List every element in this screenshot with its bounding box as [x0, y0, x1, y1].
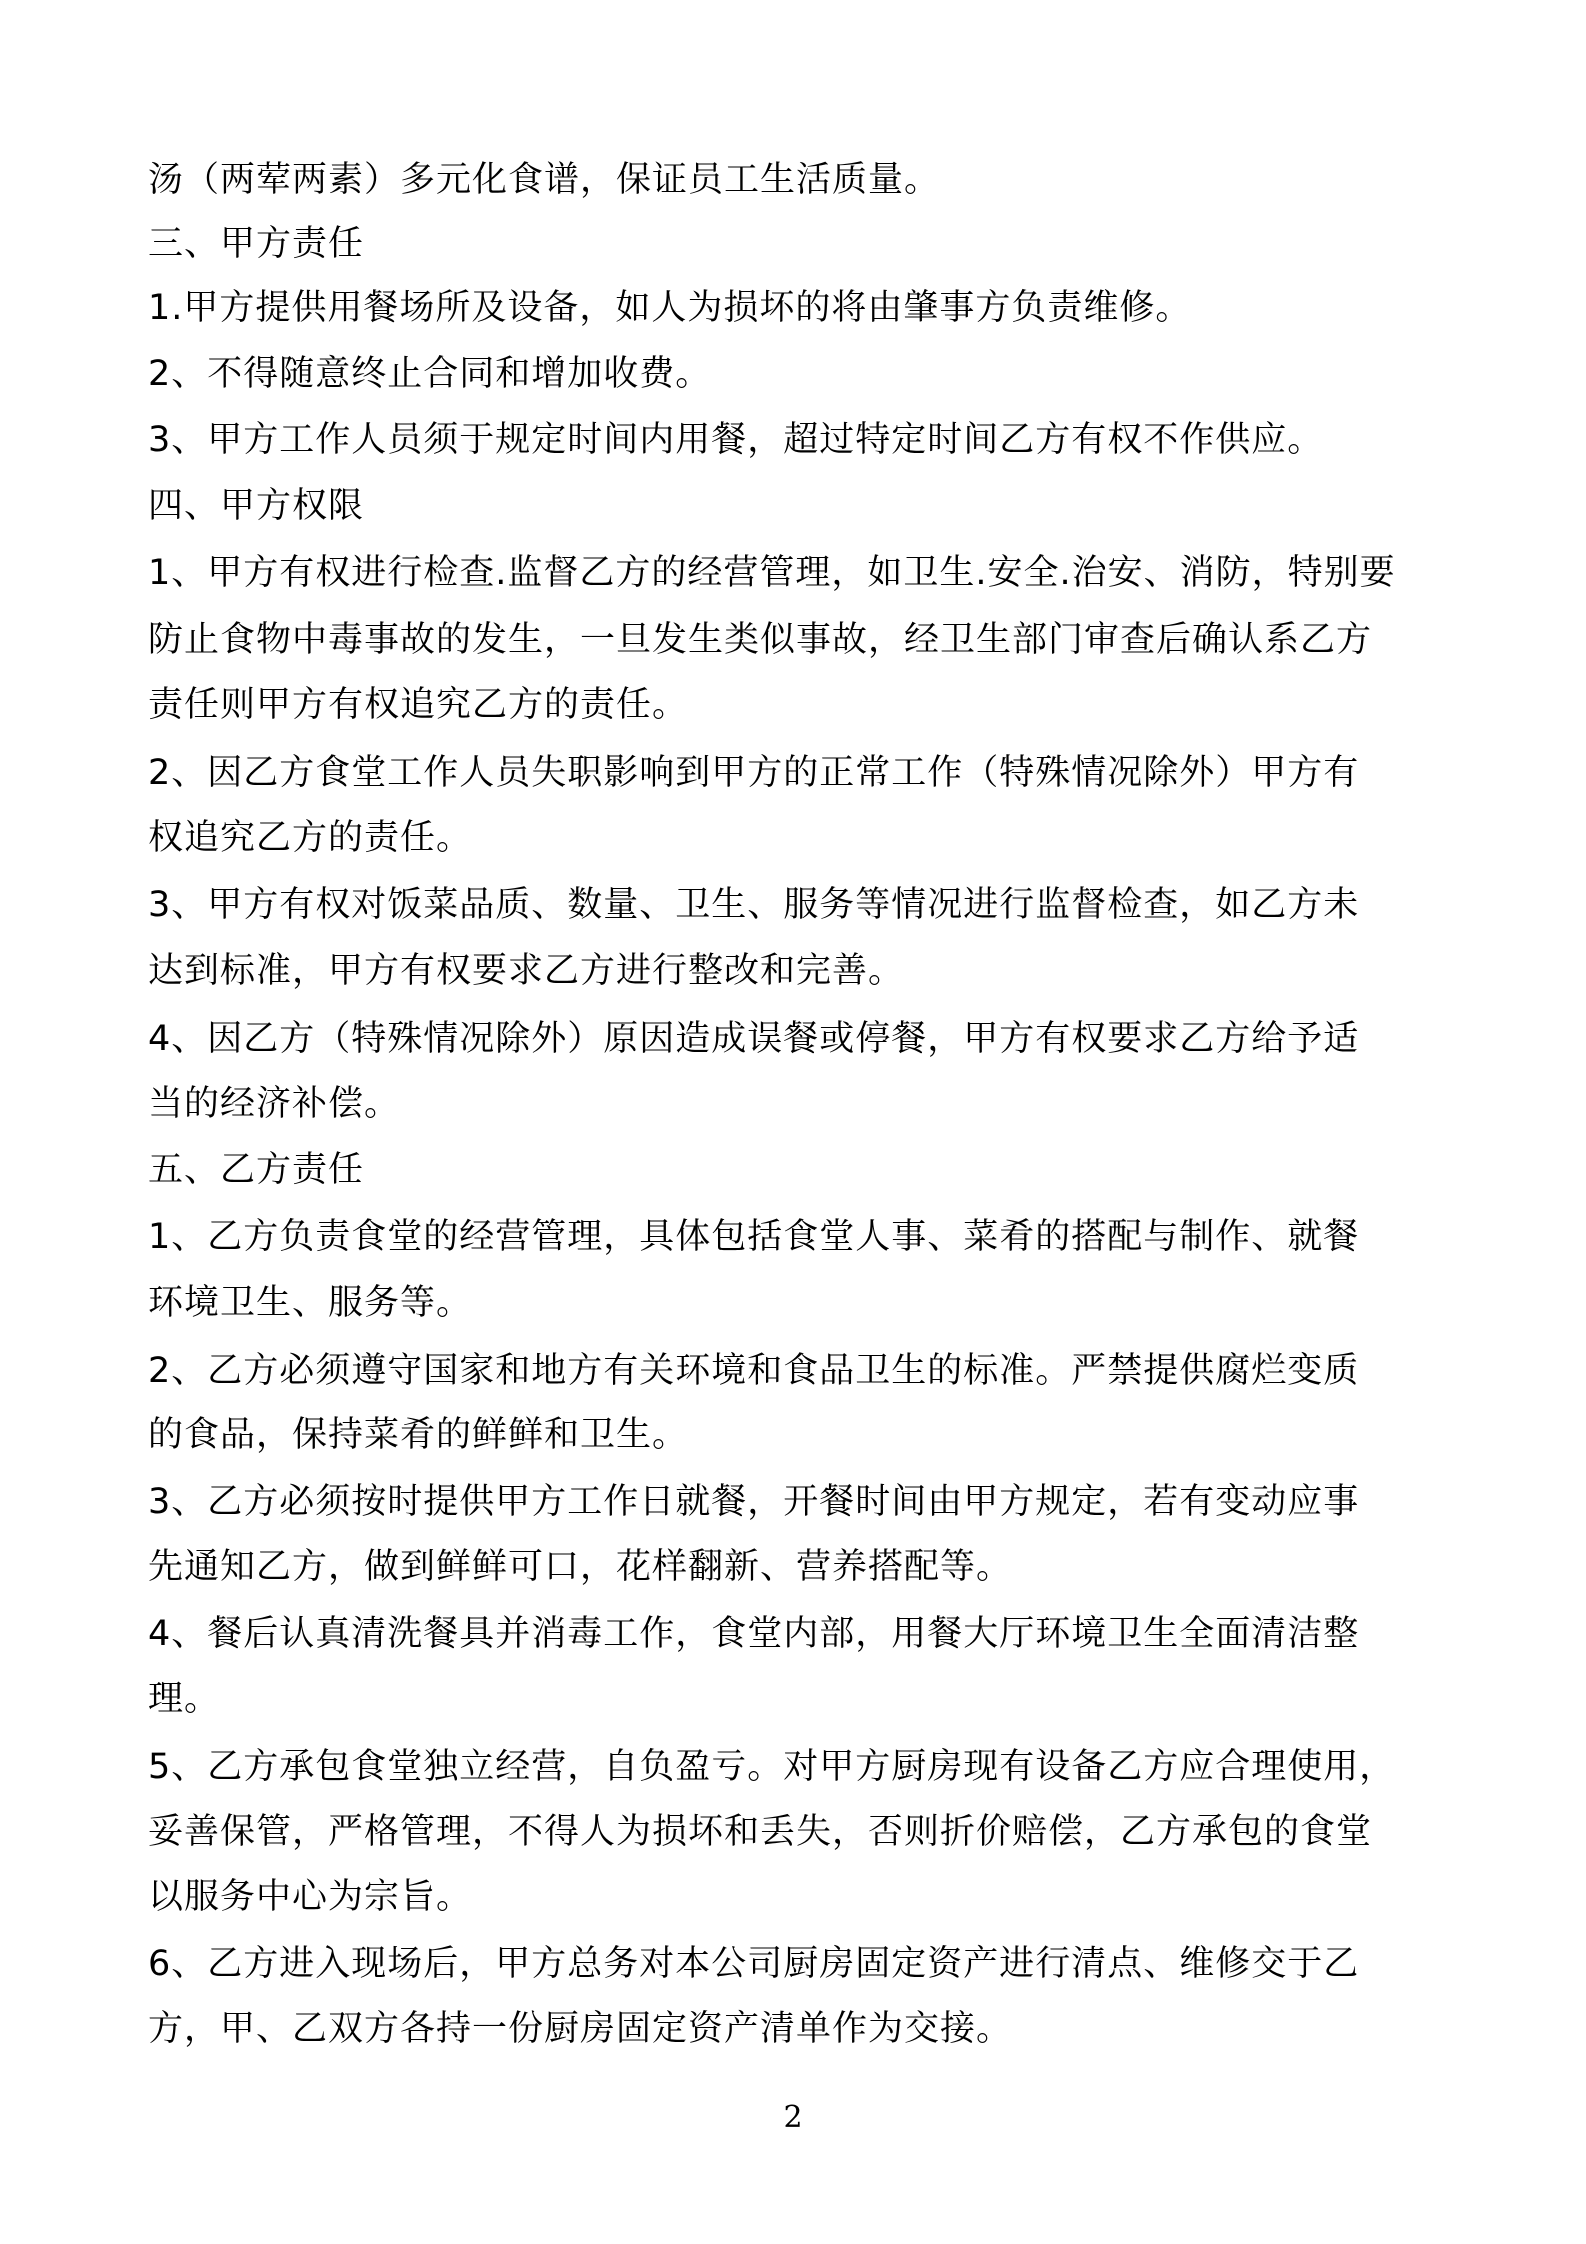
page-number: 2 [783, 2100, 803, 2135]
text-line: 以服务中心为宗旨。 [148, 1877, 473, 1917]
text-line: 防止食物中毒事故的发生，一旦发生类似事故，经卫生部门审查后确认系乙方 [148, 620, 1373, 660]
text-line: 先通知乙方，做到鲜鲜可口，花样翻新、营养搭配等。 [148, 1547, 1013, 1587]
text-line: 的食品，保持菜肴的鲜鲜和卫生。 [148, 1415, 689, 1455]
text-line: 责任则甲方有权追究乙方的责任。 [148, 685, 689, 725]
text-line: 当的经济补偿。 [148, 1084, 401, 1124]
text-line: 环境卫生、服务等。 [148, 1283, 473, 1323]
section-heading: 四、甲方权限 [148, 486, 365, 526]
text-line: 1、甲方有权进行检查.监督乙方的经营管理，如卫生.安全.治安、消防，特别要 [148, 553, 1396, 593]
text-line: 3、甲方工作人员须于规定时间内用餐，超过特定时间乙方有权不作供应。 [148, 420, 1324, 460]
text-line: 5、乙方承包食堂独立经营，自负盈亏。对甲方厨房现有设备乙方应合理使用， [148, 1747, 1396, 1787]
text-line: 3、甲方有权对饭菜品质、数量、卫生、服务等情况进行监督检查，如乙方未 [148, 885, 1360, 925]
text-line: 理。 [148, 1679, 221, 1719]
text-line: 汤（两荤两素）多元化食谱，保证员工生活质量。 [148, 160, 941, 200]
text-line: 2、乙方必须遵守国家和地方有关环境和食品卫生的标准。严禁提供腐烂变质 [148, 1351, 1360, 1391]
text-line: 2、因乙方食堂工作人员失职影响到甲方的正常工作（特殊情况除外）甲方有 [148, 753, 1360, 793]
text-line: 6、乙方进入现场后，甲方总务对本公司厨房固定资产进行清点、维修交于乙 [148, 1944, 1360, 1984]
section-heading: 三、甲方责任 [148, 224, 365, 264]
text-line: 1.甲方提供用餐场所及设备，如人为损坏的将由肇事方负责维修。 [148, 288, 1192, 328]
text-line: 方，甲、乙双方各持一份厨房固定资产清单作为交接。 [148, 2009, 1013, 2049]
text-line: 妥善保管，严格管理，不得人为损坏和丢失，否则折价赔偿，乙方承包的食堂 [148, 1812, 1373, 1852]
text-line: 权追究乙方的责任。 [148, 818, 473, 858]
text-line: 3、乙方必须按时提供甲方工作日就餐，开餐时间由甲方规定，若有变动应事 [148, 1482, 1360, 1522]
text-line: 2、不得随意终止合同和增加收费。 [148, 354, 712, 394]
section-heading: 五、乙方责任 [148, 1150, 365, 1190]
text-line: 4、餐后认真清洗餐具并消毒工作，食堂内部，用餐大厅环境卫生全面清洁整 [148, 1614, 1360, 1654]
text-line: 4、因乙方（特殊情况除外）原因造成误餐或停餐，甲方有权要求乙方给予适 [148, 1019, 1360, 1059]
text-line: 达到标准，甲方有权要求乙方进行整改和完善。 [148, 951, 905, 991]
text-line: 1、乙方负责食堂的经营管理，具体包括食堂人事、菜肴的搭配与制作、就餐 [148, 1217, 1360, 1257]
